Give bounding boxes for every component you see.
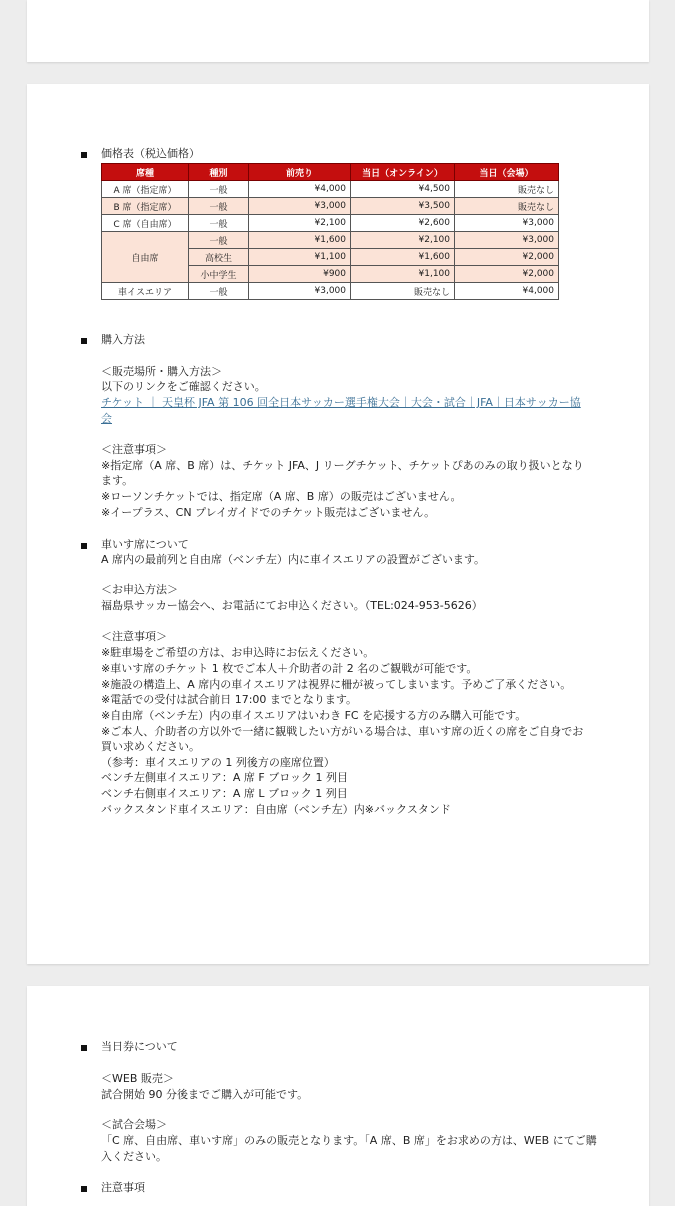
- note-text: ※自由席（ベンチ左）内の車イスエリアはいわき FC を応援する方のみ購入可能です。: [101, 709, 527, 722]
- note-text: 買い求めください。: [101, 740, 200, 753]
- reference-text: ベンチ左側車イスエリア：A 席 F ブロック 1 列目: [101, 771, 349, 784]
- venue-cell: ¥2,000: [455, 266, 559, 283]
- purchase-sub-heading: ＜販売場所・購入方法＞: [101, 365, 222, 378]
- note-text: ※ご本人、介助者の方以外で一緒に観戦したい方がいる場合は、車いす席の近くの席をご自身でお: [101, 725, 584, 738]
- wheelchair-heading: 車いす席について: [101, 538, 189, 551]
- seat-cell: 車イスエリア: [102, 283, 189, 300]
- note-text: ※施設の構造上、A 席内の車イスエリアは視界に柵が被ってしまいます。予めご了承ください。: [101, 678, 572, 691]
- venue-text: 入ください。: [101, 1150, 167, 1163]
- table-row: [102, 283, 559, 300]
- col-header-advance: 前売り: [249, 164, 351, 181]
- type-cell: 一般: [189, 215, 249, 232]
- notes-heading: 注意事項: [101, 1181, 145, 1194]
- ticket-link[interactable]: チケット ｜ 天皇杯 JFA 第 106 回全日本サッカー選手権大会｜大会・試合｜JFA｜日本サッカー協: [101, 396, 581, 409]
- venue-cell: ¥4,000: [455, 283, 559, 300]
- table-row: [102, 232, 559, 249]
- advance-cell: ¥900: [249, 266, 351, 283]
- purchase-text: 以下のリンクをご確認ください。: [101, 380, 266, 393]
- venue-sub-heading: ＜試合会場＞: [101, 1118, 167, 1131]
- sameday-heading: 当日券について: [101, 1040, 178, 1053]
- note-text: ます。: [101, 474, 134, 487]
- seat-cell: B 席（指定席）: [102, 198, 189, 215]
- online-cell: ¥2,600: [351, 215, 455, 232]
- venue-text: 「C 席、自由席、車いす席」のみの販売となります。「A 席、B 席」をお求めの方は、WEB にてご購: [101, 1134, 597, 1147]
- type-cell: 一般: [189, 283, 249, 300]
- seat-cell: C 席（自由席）: [102, 215, 189, 232]
- notes-sub-heading: ＜注意事項＞: [101, 630, 167, 643]
- wheelchair-text: A 席内の最前列と自由席（ベンチ左）内に車イスエリアの設置がございます。: [101, 553, 486, 566]
- col-header-type: 種別: [189, 164, 249, 181]
- advance-cell: ¥4,000: [249, 181, 351, 198]
- reference-text: ベンチ右側車イスエリア：A 席 L ブロック 1 列目: [101, 787, 348, 800]
- reference-text: バックスタンド車イスエリア：自由席（ベンチ左）内※バックスタンド: [101, 803, 451, 816]
- type-cell: 一般: [189, 181, 249, 198]
- advance-cell: ¥1,600: [249, 232, 351, 249]
- ticket-link-cont[interactable]: 会: [101, 412, 112, 425]
- bullet-icon: [81, 1045, 87, 1051]
- apply-sub-heading: ＜お申込方法＞: [101, 583, 178, 596]
- price-table: [101, 163, 559, 300]
- note-text: ※ローソンチケットでは、指定席（A 席、B 席）の販売はございません。: [101, 490, 462, 503]
- apply-text: 福島県サッカー協会へ、お電話にてお申込ください。（TEL:024-953-5626）: [101, 599, 483, 612]
- col-header-online: 当日（オンライン）: [351, 164, 455, 181]
- note-text: ※電話での受付は試合前日 17:00 までとなります。: [101, 693, 358, 706]
- note-text: ※イープラス、CN プレイガイドでのチケット販売はございません。: [101, 506, 436, 519]
- table-row: [102, 215, 559, 232]
- venue-cell: 販売なし: [455, 198, 559, 215]
- type-cell: 一般: [189, 232, 249, 249]
- bullet-icon: [81, 543, 87, 549]
- venue-cell: ¥3,000: [455, 215, 559, 232]
- advance-cell: ¥1,100: [249, 249, 351, 266]
- note-text: ※車いす席のチケット 1 枚でご本人＋介助者の計 2 名のご観戦が可能です。: [101, 662, 478, 675]
- table-row: [102, 181, 559, 198]
- venue-cell: ¥3,000: [455, 232, 559, 249]
- seat-cell-merged: 自由席: [102, 232, 189, 283]
- price-heading: 価格表（税込価格）: [101, 147, 200, 160]
- web-sub-heading: ＜WEB 販売＞: [101, 1072, 174, 1085]
- table-row: [102, 198, 559, 215]
- document-page-1: [27, 0, 649, 62]
- notes-sub-heading: ＜注意事項＞: [101, 443, 167, 456]
- bullet-icon: [81, 1186, 87, 1192]
- online-cell: ¥1,100: [351, 266, 455, 283]
- bullet-icon: [81, 338, 87, 344]
- purchase-heading: 購入方法: [101, 333, 145, 346]
- online-cell: ¥1,600: [351, 249, 455, 266]
- advance-cell: ¥3,000: [249, 198, 351, 215]
- online-cell: ¥3,500: [351, 198, 455, 215]
- online-cell: 販売なし: [351, 283, 455, 300]
- advance-cell: ¥2,100: [249, 215, 351, 232]
- type-cell: 小中学生: [189, 266, 249, 283]
- type-cell: 高校生: [189, 249, 249, 266]
- note-text: ※指定席（A 席、B 席）は、チケット JFA、J リーグチケット、チケットぴあのみの取り扱いとなり: [101, 459, 584, 472]
- note-text: ※駐車場をご希望の方は、お申込時にお伝えください。: [101, 646, 375, 659]
- table-header-row: [102, 164, 559, 181]
- col-header-seat: 席種: [102, 164, 189, 181]
- online-cell: ¥2,100: [351, 232, 455, 249]
- bullet-icon: [81, 152, 87, 158]
- venue-cell: ¥2,000: [455, 249, 559, 266]
- reference-text: （参考：車イスエリアの 1 列後方の座席位置）: [101, 756, 335, 769]
- web-text: 試合開始 90 分後までご購入が可能です。: [101, 1088, 309, 1101]
- type-cell: 一般: [189, 198, 249, 215]
- online-cell: ¥4,500: [351, 181, 455, 198]
- venue-cell: 販売なし: [455, 181, 559, 198]
- col-header-venue: 当日（会場）: [455, 164, 559, 181]
- seat-cell: A 席（指定席）: [102, 181, 189, 198]
- advance-cell: ¥3,000: [249, 283, 351, 300]
